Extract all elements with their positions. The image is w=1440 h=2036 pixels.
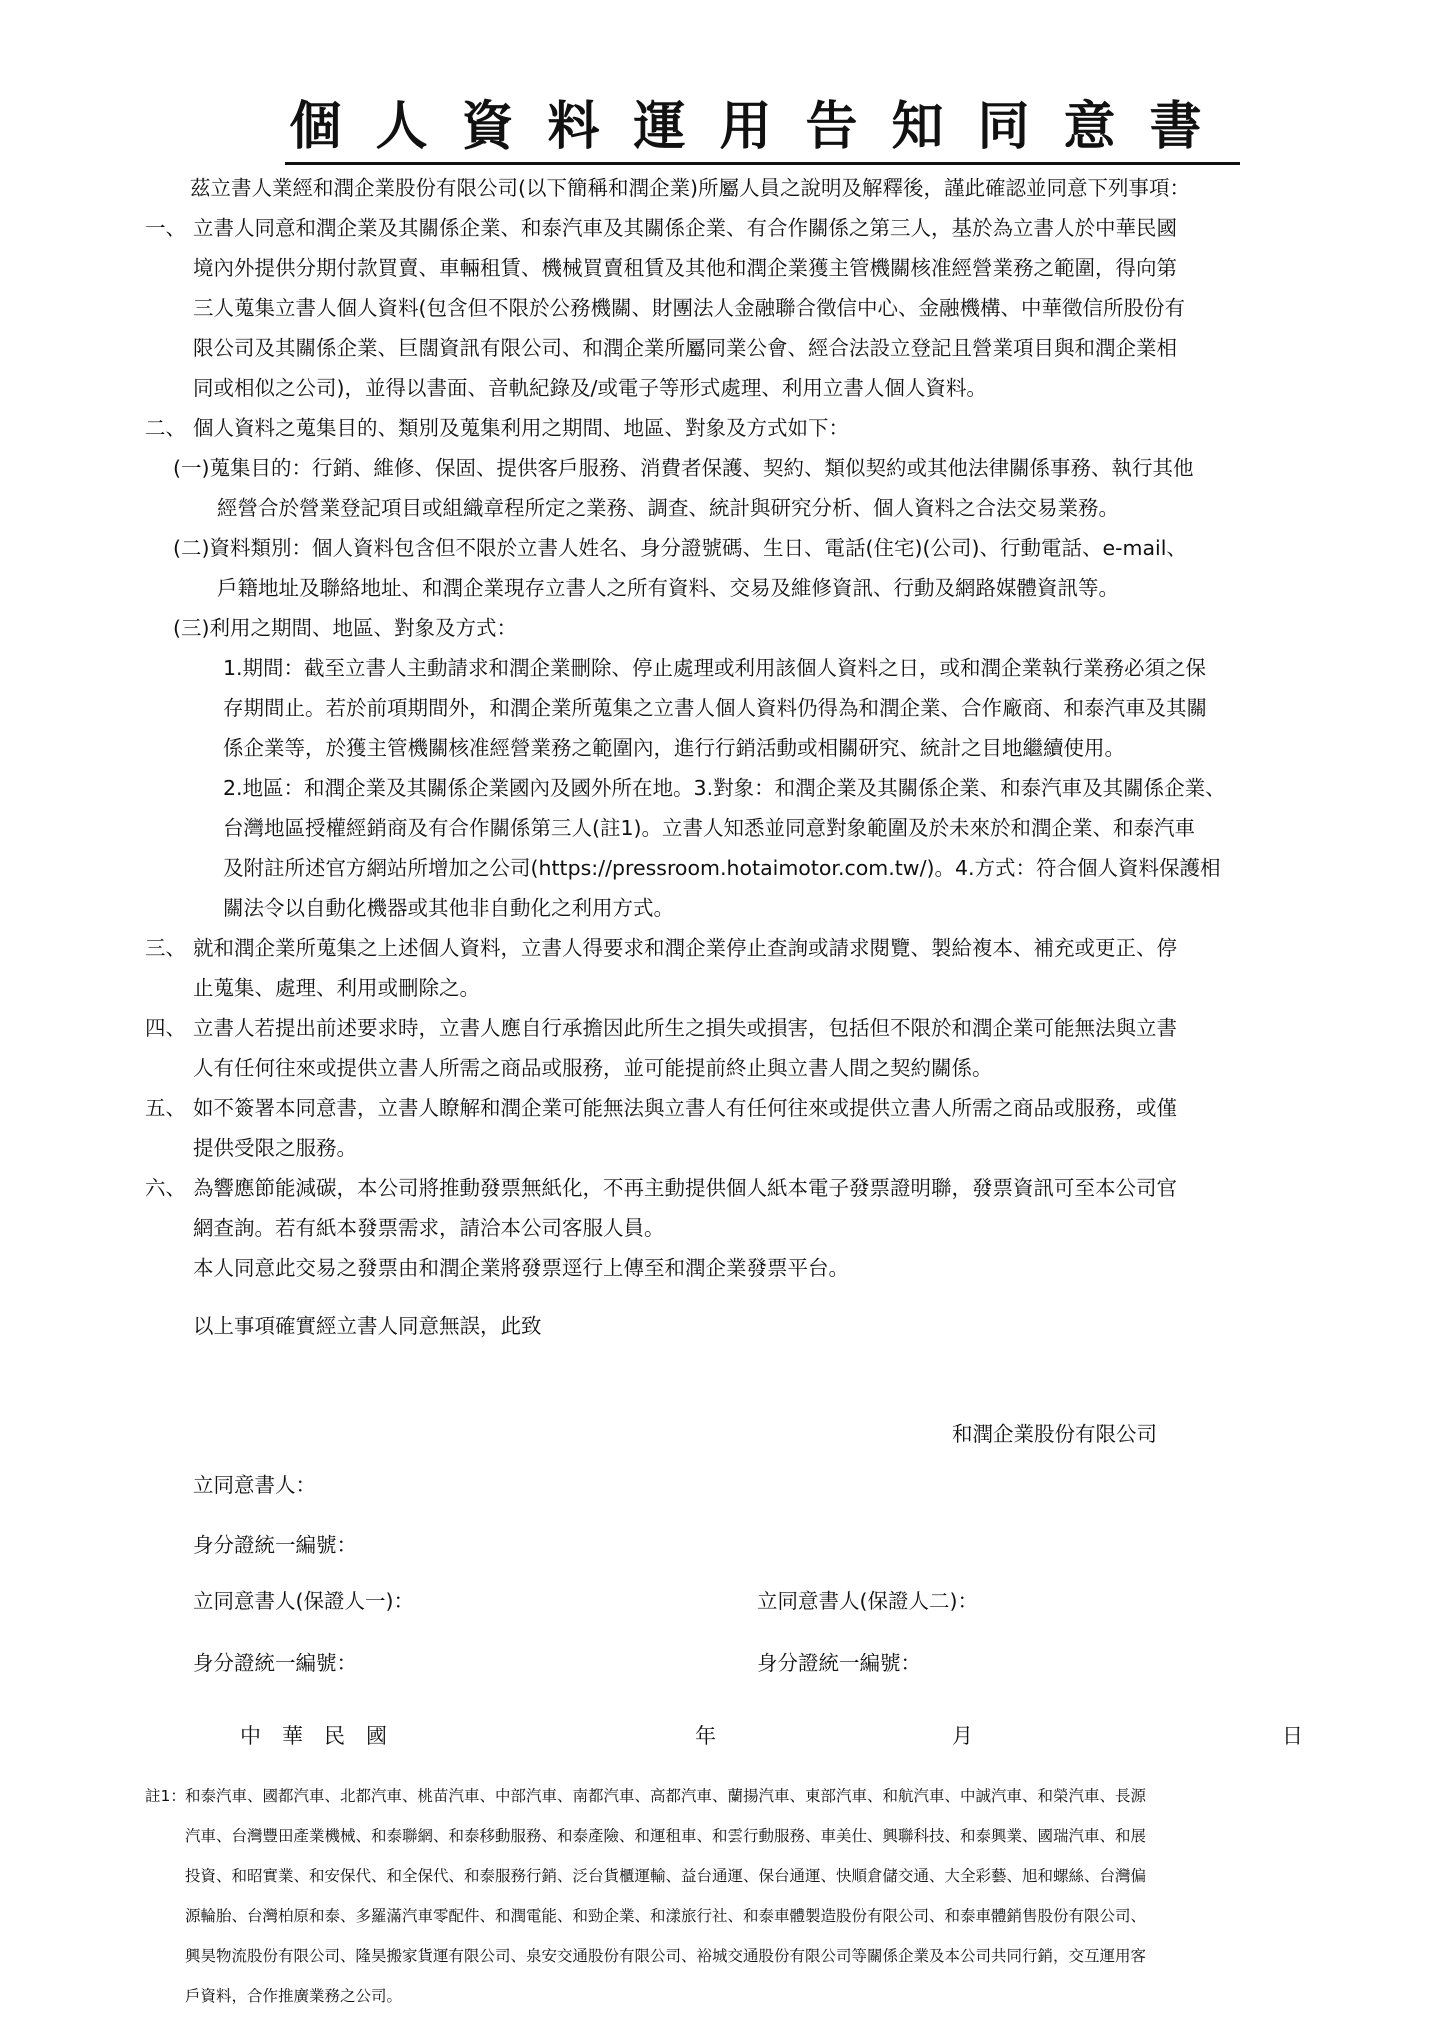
subsection-2-line: (二)資料類別：個人資料包含但不限於立書人姓名、身分證號碼、生日、電話(住宅)(公司)、行動電話、e-mail、 [173,536,1187,560]
footnote-label: 註1： [145,1787,186,1805]
section-number: 四、 [145,1016,186,1040]
date-roc-label: 中 華 民 國 [240,1724,387,1748]
guarantor2-label: 立同意書人(保證人二)： [757,1589,978,1613]
section-text-line: 本人同意此交易之發票由和潤企業將發票逕行上傳至和潤企業發票平台。 [193,1256,849,1280]
section-5 [145,1088,1335,1168]
section-4 [145,1008,1335,1088]
closing-statement: 以上事項確實經立書人同意無誤，此致 [193,1314,542,1338]
subsection-3-line: 係企業等，於獲主管機關核准經營業務之範圍內，進行行銷活動或相關研究、統計之目地繼續使用。 [223,736,1125,760]
section-6 [145,1168,1335,1288]
intro-paragraph: 茲立書人業經和潤企業股份有限公司(以下簡稱和潤企業)所屬人員之說明及解釋後，謹此確認並同意下列事項： [190,176,1190,200]
section-text-line: 網查詢。若有紙本發票需求，請洽本公司客服人員。 [193,1216,665,1240]
subsection-1-line: (一)蒐集目的：行銷、維修、保固、提供客戶服務、消費者保護、契約、類似契約或其他法律關係事務、執行其他 [173,456,1194,480]
document-title: 個人資料運用告知同意書 [289,97,1236,157]
section-number: 三、 [145,936,186,960]
section-number: 五、 [145,1096,186,1120]
footnote-line: 興昊物流股份有限公司、隆昊搬家貨運有限公司、泉安交通股份有限公司、裕城交通股份有限公司等關係企業及本公司共同行銷，交互運用客 [185,1947,1147,1965]
footnote-line: 源輪胎、台灣柏原和泰、多羅滿汽車零配件、和潤電能、和勁企業、和漾旅行社、和泰車體製造股份有限公司、和泰車體銷售股份有限公司、 [185,1907,1147,1925]
guarantor1-label: 立同意書人(保證人一)： [193,1589,414,1613]
subsection-3-line: 存期間止。若於前項期間外，和潤企業所蒐集之立書人個人資料仍得為和潤企業、合作廠商、和泰汽車及其關 [223,696,1207,720]
footnote [145,1776,1345,2016]
section-text-line: 境內外提供分期付款買賣、車輛租賃、機械買賣租賃及其他和潤企業獲主管機關核准經營業務之範圍，得向第 [193,256,1177,280]
section-3 [145,928,1335,1008]
document-body [145,168,1335,1346]
company-name: 和潤企業股份有限公司 [952,1422,1157,1446]
section-text-line: 為響應節能減碳，本公司將推動發票無紙化，不再主動提供個人紙本電子發票證明聯，發票資訊可至本公司官 [193,1176,1177,1200]
subsection-3-line: 1.期間：截至立書人主動請求和潤企業刪除、停止處理或利用該個人資料之日，或和潤企業執行業務必須之保 [223,656,1207,680]
date-year-label: 年 [695,1724,716,1748]
section-text-line: 人有任何往來或提供立書人所需之商品或服務，並可能提前終止與立書人間之契約關係。 [193,1056,993,1080]
section-heading: 個人資料之蒐集目的、類別及蒐集利用之期間、地區、對象及方式如下： [193,416,849,440]
section-text-line: 三人蒐集立書人個人資料(包含但不限於公務機關、財團法人金融聯合徵信中心、金融機構、中華徵信所股份有 [193,296,1185,320]
section-text-line: 提供受限之服務。 [193,1136,357,1160]
footnote-line: 投資、和昭實業、和安保代、和全保代、和泰服務行銷、泛台貨櫃運輸、益台通運、保台通運、快順倉儲交通、大全彩藝、旭和螺絲、台灣偏 [185,1867,1147,1885]
subsection-2-line: 戶籍地址及聯絡地址、和潤企業現存立書人之所有資料、交易及維修資訊、行動及網路媒體資訊等。 [217,576,1119,600]
footnote-line: 汽車、台灣豐田產業機械、和泰聯網、和泰移動服務、和泰產險、和運租車、和雲行動服務、車美仕、興聯科技、和泰興業、國瑞汽車、和展 [185,1827,1147,1845]
section-text-line: 如不簽署本同意書，立書人瞭解和潤企業可能無法與立書人有任何往來或提供立書人所需之商品或服務，或僅 [193,1096,1177,1120]
section-text-line: 限公司及其關係企業、巨闊資訊有限公司、和潤企業所屬同業公會、經合法設立登記且營業項目與和潤企業相 [193,336,1177,360]
section-number: 一、 [145,216,186,240]
section-number: 二、 [145,416,186,440]
section-text-line: 止蒐集、處理、利用或刪除之。 [193,976,480,1000]
date-day-label: 日 [1282,1724,1303,1748]
subsection-3-line: 及附註所述官方網站所增加之公司(https://pressroom.hotaimotor.com.tw/)。4.方式：符合個人資料保護相 [223,856,1221,880]
subsection-3-line: 2.地區：和潤企業及其關係企業國內及國外所在地。3.對象：和潤企業及其關係企業、和泰汽車及其關係企業、 [223,776,1226,800]
title-underline [285,162,1240,165]
subsection-1-line: 經營合於營業登記項目或組織章程所定之業務、調查、統計與研究分析、個人資料之合法交易業務。 [217,496,1119,520]
section-number: 六、 [145,1176,186,1200]
guarantor1-id-label: 身分證統一編號： [193,1651,357,1675]
section-text-line: 同或相似之公司)，並得以書面、音軌紀錄及/或電子等形式處理、利用立書人個人資料。 [193,376,987,400]
signer-label: 立同意書人： [193,1473,316,1497]
subsection-3-line: 關法令以自動化機器或其他非自動化之利用方式。 [223,896,674,920]
subsection-3-line: 台灣地區授權經銷商及有合作關係第三人(註1)。立書人知悉並同意對象範圍及於未來於和潤企業、和泰汽車 [223,816,1196,840]
section-text-line: 立書人同意和潤企業及其關係企業、和泰汽車及其關係企業、有合作關係之第三人，基於為立書人於中華民國 [193,216,1177,240]
signer-id-label: 身分證統一編號： [193,1533,357,1557]
footnote-line: 和泰汽車、國都汽車、北都汽車、桃苗汽車、中部汽車、南都汽車、高都汽車、蘭揚汽車、東部汽車、和航汽車、中誠汽車、和榮汽車、長源 [185,1787,1147,1805]
section-1 [145,208,1335,408]
section-2 [145,408,1335,928]
subsection-3-heading: (三)利用之期間、地區、對象及方式： [173,616,517,640]
footnote-line: 戶資料，合作推廣業務之公司。 [185,1987,403,2005]
guarantor2-id-label: 身分證統一編號： [757,1651,921,1675]
section-text-line: 立書人若提出前述要求時，立書人應自行承擔因此所生之損失或損害，包括但不限於和潤企業可能無法與立書 [193,1016,1177,1040]
date-month-label: 月 [952,1724,973,1748]
section-text-line: 就和潤企業所蒐集之上述個人資料，立書人得要求和潤企業停止查詢或請求閱覽、製給複本、補充或更正、停 [193,936,1177,960]
